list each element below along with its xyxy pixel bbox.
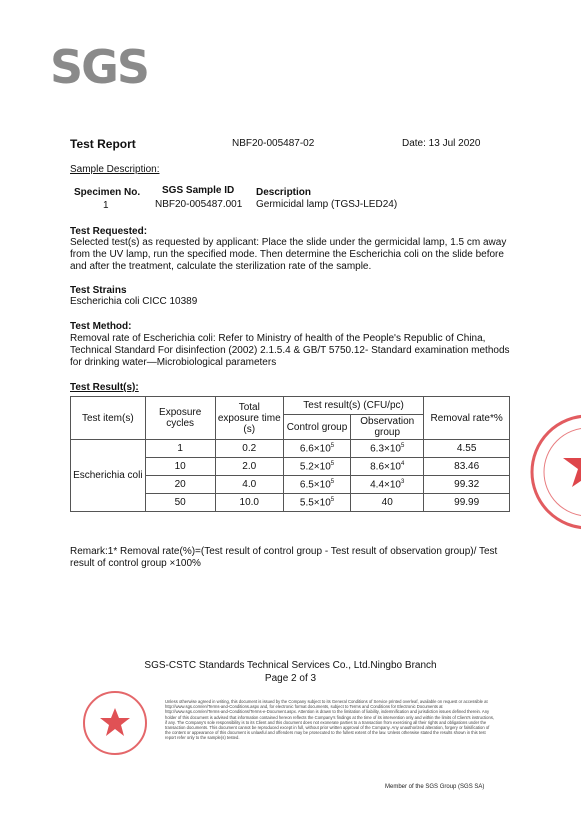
rate-cell: 99.99 xyxy=(424,494,510,512)
cycles-cell: 50 xyxy=(145,494,215,512)
results-table xyxy=(70,396,510,512)
report-number: NBF20-005487-02 xyxy=(232,138,315,149)
th-total-exposure-time: Total exposure time (s) xyxy=(215,397,283,440)
th-control-group: Control group xyxy=(283,415,350,440)
th-observation-group: Observation group xyxy=(351,415,424,440)
time-cell: 10.0 xyxy=(215,494,283,512)
company-name: SGS-CSTC Standards Technical Services Co., Ltd.Ningbo Branch xyxy=(144,660,437,671)
test-method-text: Removal rate of Escherichia coli: Refer to Ministry of health of the People's Republic of China, Technical Standard For disinfection (2002) 2.1.5.4 & GB/T 5750.12- Standard examination methods for drinking water—Microbiological parameters xyxy=(70,333,510,368)
control-cell: $5.2\times 10^5$ xyxy=(283,458,350,476)
page-number: Page 2 of 3 xyxy=(264,673,317,684)
company-seal xyxy=(530,410,581,540)
member-text: Member of the SGS Group (SGS SA) xyxy=(385,784,485,790)
control-cell: $6.5\times 10^5$ xyxy=(283,476,350,494)
sgs-logo: SGS xyxy=(50,40,149,94)
sgs-sample-id-value: NBF20-005487.001 xyxy=(155,199,243,210)
th-test-results: Test result(s) (CFU/pc) xyxy=(283,397,423,415)
cycles-cell: 10 xyxy=(145,458,215,476)
test-method-heading: Test Method: xyxy=(70,321,132,332)
specimen-no-header: Specimen No. xyxy=(74,187,141,198)
sgs-sample-id-header: SGS Sample ID xyxy=(162,185,235,196)
test-requested-text: Selected test(s) as requested by applicant: Place the slide under the germicidal lamp, 1.5 cm away from the UV lamp, run the specified mode. Then determine the Escherichia coli on the slide before and after the treatment, calculate the sterilization rate of the sample. xyxy=(70,237,507,272)
report-title: Test Report xyxy=(70,137,136,151)
observation-cell: 40 xyxy=(351,494,424,512)
test-item-cell: Escherichia coli xyxy=(71,440,146,512)
rate-cell: 99.32 xyxy=(424,476,510,494)
description-value: Germicidal lamp (TGSJ-LED24) xyxy=(256,199,398,210)
small-seal xyxy=(80,688,150,758)
time-cell: 4.0 xyxy=(215,476,283,494)
rate-cell: 4.55 xyxy=(424,440,510,458)
table-row xyxy=(71,440,510,458)
th-test-item: Test item(s) xyxy=(71,397,146,440)
observation-cell: $4.4\times 10^3$ xyxy=(351,476,424,494)
test-strains-heading: Test Strains xyxy=(70,285,127,296)
test-strains-text: Escherichia coli CICC 10389 xyxy=(70,296,198,307)
test-requested-heading: Test Requested: xyxy=(70,226,148,237)
cycles-cell: 1 xyxy=(145,440,215,458)
rate-cell: 83.46 xyxy=(424,458,510,476)
observation-cell: $6.3\times 10^5$ xyxy=(351,440,424,458)
th-exposure-cycles: Exposure cycles xyxy=(145,397,215,440)
terms-fine-print: Unless otherwise agreed in writing, this document is issued by the Company subject to its General Conditions of Service printed overleaf, available on request or accessible at http://www.sgs.com/en/Terms-and-Conditions.aspx and, for electronic format documents, subject to Terms and Conditions for Electronic Documents at http://www.sgs.com/en/Terms-and-Conditions/Terms-e-Document.aspx. Attention is drawn to the limitation of liability, indemnification and jurisdiction issues defined therein. Any holder of this document is advised that information contained hereon reflects the Company's findings at the time of its intervention only and within the limits of Client's instructions, if any. The Company's sole responsibility is to its Client and this document does not exonerate parties to a transaction from exercising all their rights and obligations under the transaction documents. This document cannot be reproduced except in full, without prior written approval of the Company. Any unauthorized alteration, forgery or falsification of the content or appearance of this document is unlawful and offenders may be prosecuted to the fullest extent of the law. Unless otherwise stated the results shown in this test report refer only to the sample(s) tested. xyxy=(165,699,495,741)
cycles-cell: 20 xyxy=(145,476,215,494)
report-date: Date: 13 Jul 2020 xyxy=(402,138,481,149)
sample-description-heading: Sample Description: xyxy=(70,164,160,175)
time-cell: 0.2 xyxy=(215,440,283,458)
control-cell: $6.6\times 10^5$ xyxy=(283,440,350,458)
control-cell: $5.5\times 10^5$ xyxy=(283,494,350,512)
observation-cell: $8.6\times 10^4$ xyxy=(351,458,424,476)
remark-text: Remark:1* Removal rate(%)=(Test result of control group - Test result of observation group)/ Test result of control group ×100% xyxy=(70,546,498,569)
time-cell: 2.0 xyxy=(215,458,283,476)
test-results-heading: Test Result(s): xyxy=(70,382,139,393)
description-header: Description xyxy=(256,187,312,198)
th-removal-rate: Removal rate*% xyxy=(424,397,510,440)
specimen-no-value: 1 xyxy=(103,200,109,211)
